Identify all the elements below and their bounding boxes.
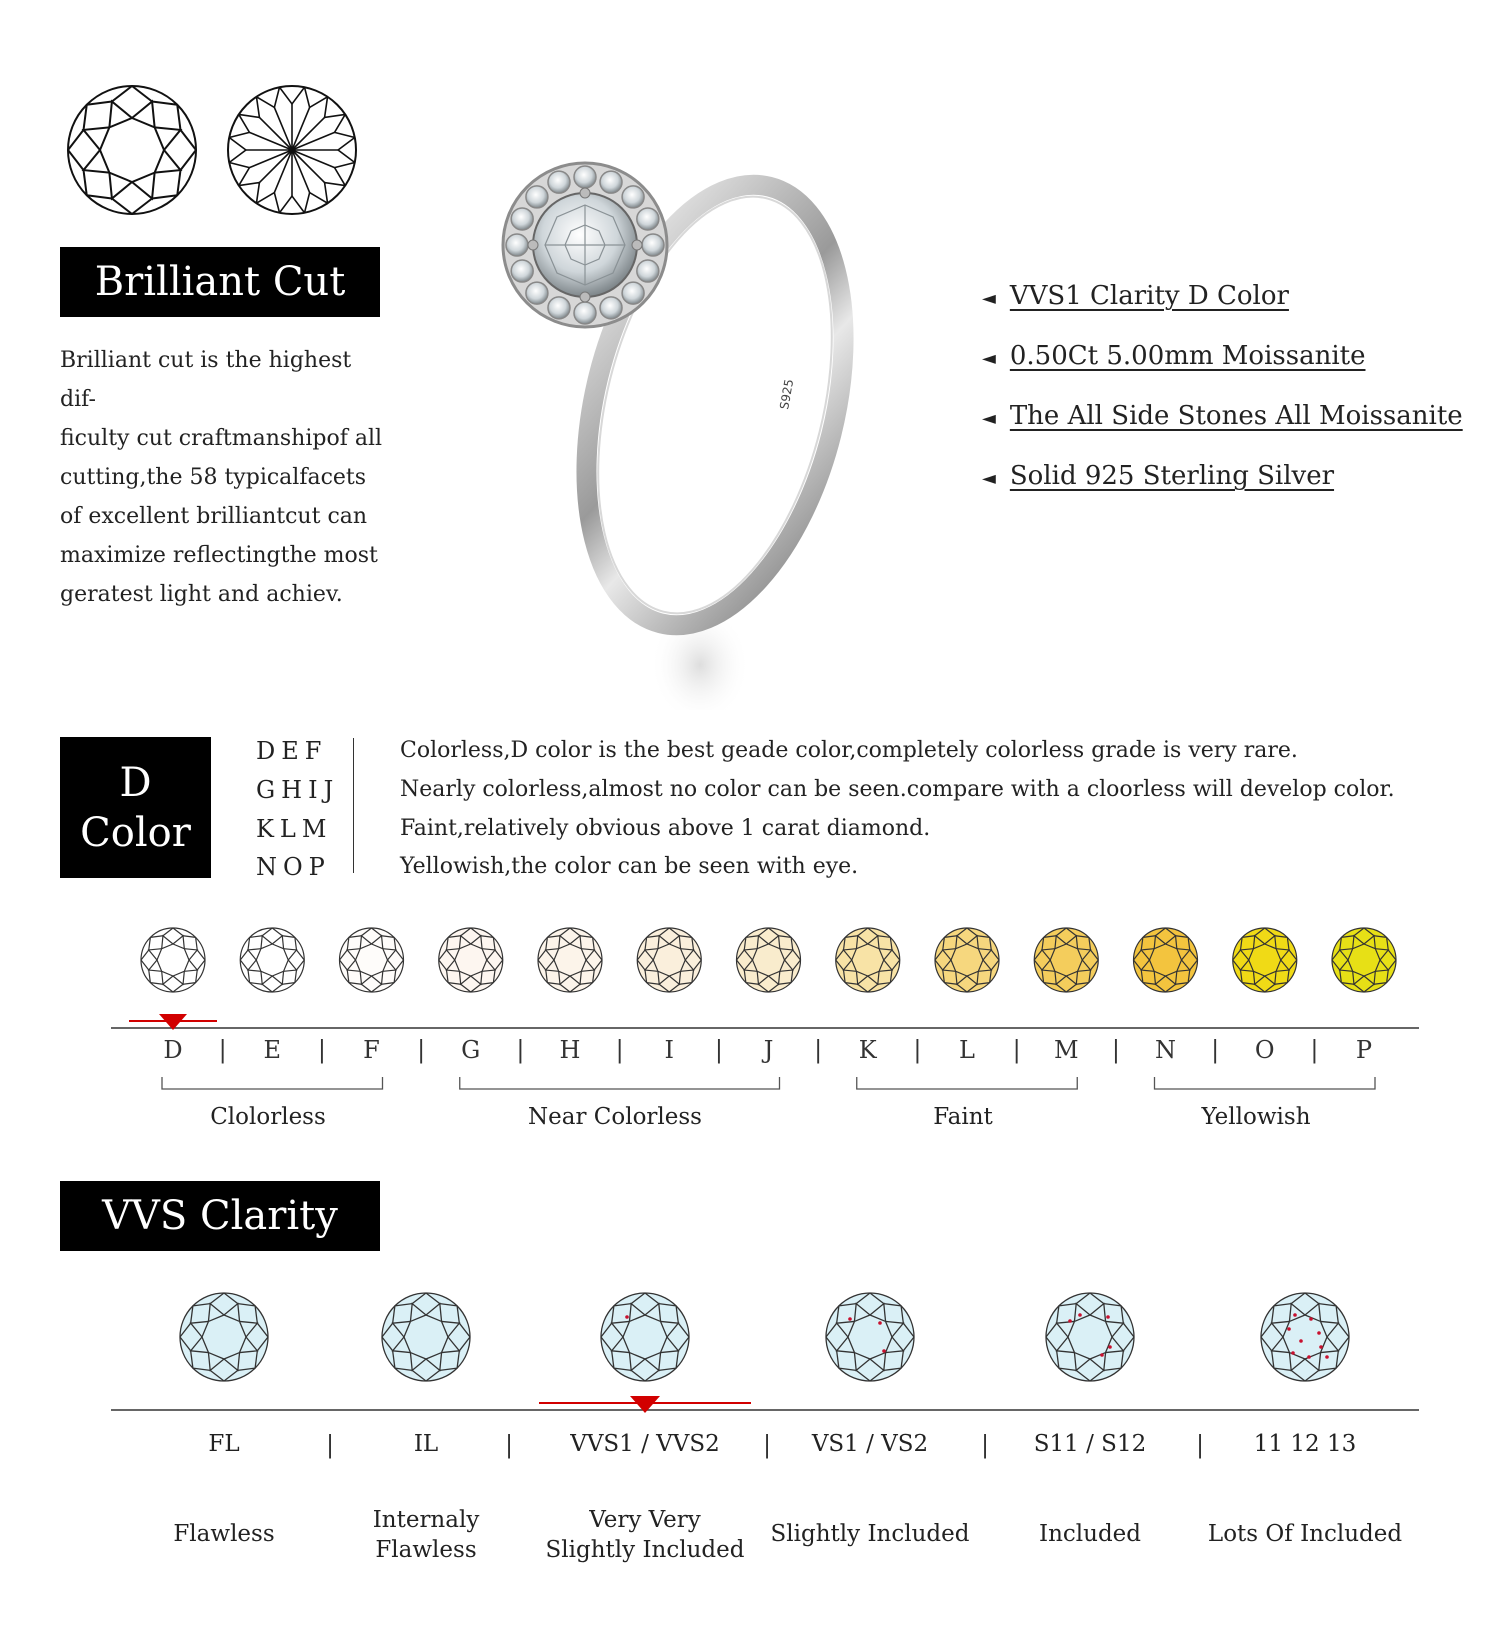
scale-separator: | xyxy=(1111,1036,1120,1064)
clarity-stone-1 xyxy=(180,1293,268,1381)
clarity-separator: | xyxy=(1195,1431,1205,1459)
inclusion-dot xyxy=(1078,1313,1082,1317)
grade-divider xyxy=(353,738,354,873)
group-label-near-colorless: Near Colorless xyxy=(528,1104,702,1130)
clarity-stone-3 xyxy=(601,1293,689,1381)
scale-letter-l: L xyxy=(959,1036,975,1064)
inclusion-dot xyxy=(1325,1355,1329,1359)
group-bracket xyxy=(1155,1077,1376,1089)
inclusion-dot xyxy=(848,1317,852,1321)
scale-letter-h: H xyxy=(559,1036,581,1064)
ring-stamp: S925 xyxy=(777,378,797,411)
inclusion-dot xyxy=(1287,1327,1291,1331)
left-triangle-icon: ◄ xyxy=(982,288,996,309)
color-stone-h xyxy=(538,928,602,992)
scale-letter-n: N xyxy=(1155,1036,1176,1064)
scale-letter-m: M xyxy=(1053,1036,1079,1064)
clarity-separator: | xyxy=(325,1431,335,1459)
inclusion-dot xyxy=(882,1349,886,1353)
spec-item: ◄ Solid 925 Sterling Silver xyxy=(982,461,1335,491)
brilliant-cut-top-view-icon xyxy=(62,80,202,220)
scale-separator: | xyxy=(913,1036,922,1064)
clarity-code: IL xyxy=(413,1431,439,1457)
clarity-stone-6 xyxy=(1261,1293,1349,1381)
scale-letter-j: J xyxy=(763,1036,774,1064)
inclusion-dot xyxy=(878,1321,882,1325)
clarity-label: Slightly Included xyxy=(770,1521,970,1547)
inclusion-dot xyxy=(1319,1345,1323,1349)
inclusion-dot xyxy=(1068,1319,1072,1323)
inclusion-dot xyxy=(1106,1315,1110,1319)
scale-letter-o: O xyxy=(1254,1036,1275,1064)
scale-separator: | xyxy=(814,1036,823,1064)
left-triangle-icon: ◄ xyxy=(982,348,996,369)
color-stone-e xyxy=(240,928,304,992)
inclusion-dot xyxy=(1293,1313,1297,1317)
inclusion-dot xyxy=(1299,1339,1303,1343)
brilliant-cut-description: Brilliant cut is the highest dif- ficulty cut craftmanshipof all cutting,the 58 typicalfacets of excellent brilliantcut can maximize reflectingthe most geratest light and achiev. xyxy=(60,348,383,607)
group-label-faint: Faint xyxy=(933,1104,993,1130)
scale-separator: | xyxy=(516,1036,525,1064)
scale-letter-g: G xyxy=(461,1036,481,1064)
scale-letter-p: P xyxy=(1355,1036,1373,1064)
clarity-label: Lots Of Included xyxy=(1207,1521,1403,1547)
color-scale xyxy=(0,910,1500,1050)
scale-letter-k: K xyxy=(858,1036,877,1064)
color-stone-m xyxy=(1034,928,1098,992)
inclusion-dot xyxy=(1307,1355,1311,1359)
clarity-code: S11 / S12 xyxy=(1033,1431,1147,1457)
color-stone-n xyxy=(1134,928,1198,992)
grade-code: NOP xyxy=(256,853,331,881)
group-label-yellowish: Yellowish xyxy=(1201,1104,1311,1130)
grade-code: KLM xyxy=(256,815,333,843)
clarity-label: Very Very Slightly Included xyxy=(545,1507,745,1563)
inclusion-dot xyxy=(1317,1331,1321,1335)
inclusion-dot xyxy=(1291,1351,1295,1355)
clarity-separator: | xyxy=(980,1431,990,1459)
color-stone-o xyxy=(1233,928,1297,992)
clarity-label: Internaly Flawless xyxy=(372,1507,480,1563)
color-stone-g xyxy=(439,928,503,992)
grade-description: Nearly colorless,almost no color can be seen.compare with a cloorless will develop color. xyxy=(400,777,1395,802)
grade-description: Colorless,D color is the best geade color,completely colorless grade is very rare. xyxy=(400,738,1298,763)
scale-letter-e: E xyxy=(263,1036,282,1064)
scale-separator: | xyxy=(1211,1036,1220,1064)
clarity-stone-4 xyxy=(826,1293,914,1381)
group-bracket xyxy=(162,1077,383,1089)
scale-separator: | xyxy=(1310,1036,1319,1064)
grade-code: DEF xyxy=(256,737,328,765)
color-stone-k xyxy=(836,928,900,992)
clarity-code: 11 12 13 xyxy=(1253,1431,1357,1457)
clarity-stone-2 xyxy=(382,1293,470,1381)
group-bracket xyxy=(857,1077,1078,1089)
color-stone-j xyxy=(737,928,801,992)
color-stone-d xyxy=(141,928,205,992)
color-stone-i xyxy=(637,928,701,992)
color-group-brackets xyxy=(0,1075,1500,1095)
scale-separator: | xyxy=(615,1036,624,1064)
inclusion-dot xyxy=(1108,1345,1112,1349)
clarity-scale xyxy=(0,1285,1500,1425)
scale-separator: | xyxy=(218,1036,227,1064)
vvs-clarity-title: VVS Clarity xyxy=(60,1181,380,1251)
left-triangle-icon: ◄ xyxy=(982,468,996,489)
left-triangle-icon: ◄ xyxy=(982,408,996,429)
brilliant-cut-bottom-view-icon xyxy=(222,80,362,220)
clarity-code: VVS1 / VVS2 xyxy=(570,1431,720,1457)
clarity-code: VS1 / VS2 xyxy=(811,1431,929,1457)
color-stone-p xyxy=(1332,928,1396,992)
scale-letter-f: F xyxy=(363,1036,380,1064)
clarity-code: FL xyxy=(208,1431,240,1457)
inclusion-dot xyxy=(625,1315,629,1319)
clarity-separator: | xyxy=(504,1431,514,1459)
color-stone-f xyxy=(340,928,404,992)
d-color-title: D Color xyxy=(60,737,211,878)
scale-letter-d: D xyxy=(163,1036,183,1064)
color-stone-l xyxy=(935,928,999,992)
brilliant-cut-title: Brilliant Cut xyxy=(60,247,380,317)
spec-item: ◄ 0.50Ct 5.00mm Moissanite xyxy=(982,341,1366,371)
clarity-separator: | xyxy=(762,1431,772,1459)
scale-separator: | xyxy=(317,1036,326,1064)
clarity-label: Included xyxy=(1038,1521,1142,1547)
scale-separator: | xyxy=(714,1036,723,1064)
grade-code: GHIJ xyxy=(256,776,340,804)
clarity-label: Flawless xyxy=(173,1521,275,1547)
inclusion-dot xyxy=(1100,1353,1104,1357)
group-bracket xyxy=(460,1077,780,1089)
scale-separator: | xyxy=(1012,1036,1021,1064)
inclusion-dot xyxy=(1309,1317,1313,1321)
scale-letter-i: I xyxy=(664,1036,674,1064)
halo-ring-image xyxy=(500,110,880,710)
spec-item: ◄ VVS1 Clarity D Color xyxy=(982,281,1289,311)
clarity-stone-5 xyxy=(1046,1293,1134,1381)
grade-description: Faint,relatively obvious above 1 carat diamond. xyxy=(400,816,931,841)
grade-description: Yellowish,the color can be seen with eye. xyxy=(400,854,859,879)
spec-item: ◄ The All Side Stones All Moissanite xyxy=(982,401,1463,431)
scale-separator: | xyxy=(417,1036,426,1064)
group-label-colorless: Clolorless xyxy=(210,1104,326,1130)
